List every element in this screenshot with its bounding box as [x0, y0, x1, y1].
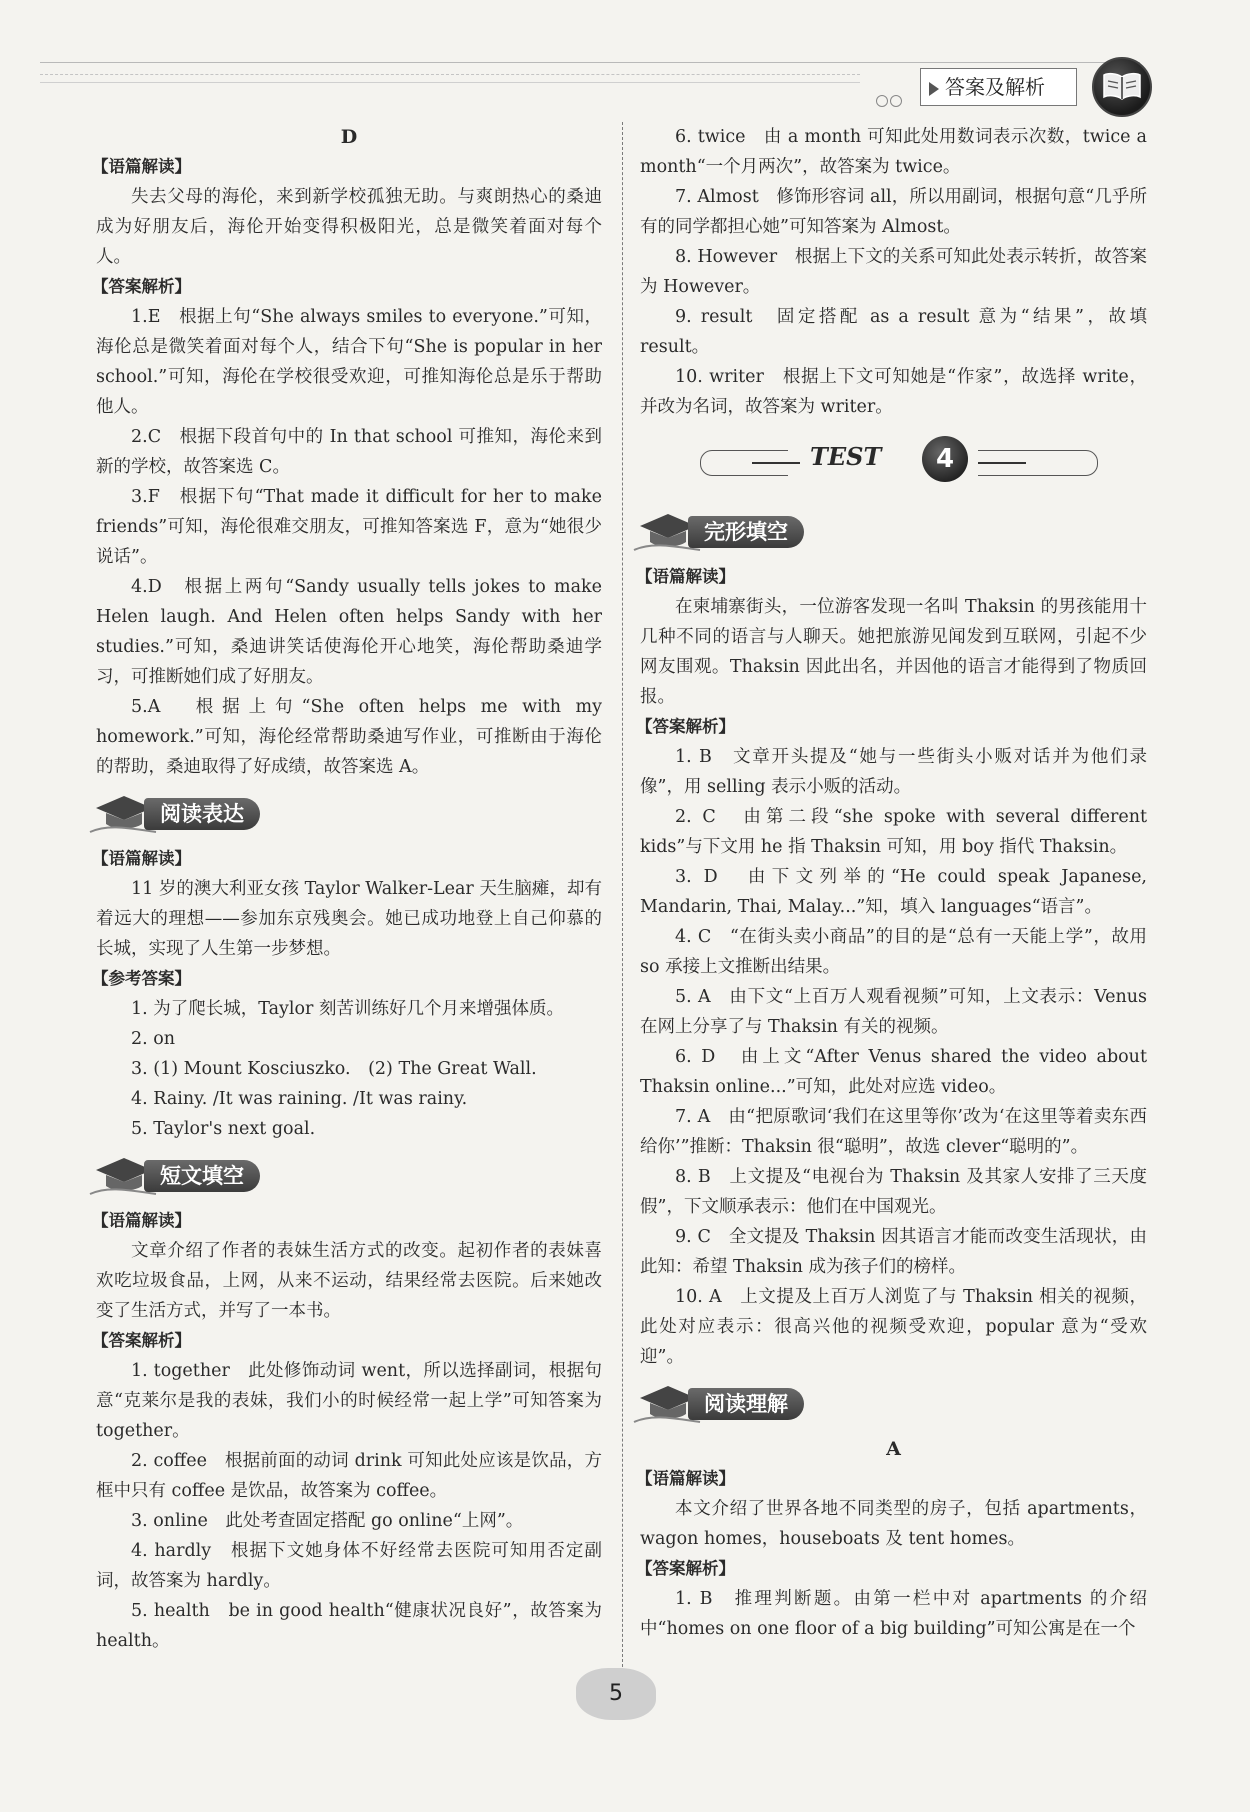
section-header-reading-comprehension	[632, 1376, 1147, 1432]
right-column	[636, 122, 1147, 1644]
passage-d-summary: 失去父母的海伦，来到新学校孤独无助。与爽朗热心的桑迪成为好朋友后，海伦开始变得积极阳光，总是微笑着面对每个人。	[96, 187, 602, 267]
short-fill-answers-label: 【答案解析】	[92, 1331, 191, 1350]
cloze-summary-label: 【语篇解读】	[636, 567, 735, 586]
reading-expression-answer-3: 3. (1) Mount Kosciuszko. (2) The Great Wall.	[131, 1059, 537, 1079]
header-title: 答案及解析	[945, 75, 1045, 99]
cloze-answer-6: 6. D 由上文“After Venus shared the video about Thaksin online...”可知，此处对应选 video。	[640, 1047, 1147, 1097]
short-fill-answer-2: 2. coffee 根据前面的动词 drink 可知此处应该是饮品，方框中只有 coffee 是饮品，故答案为 coffee。	[96, 1451, 602, 1501]
passage-d-summary-label: 【语篇解读】	[92, 157, 191, 176]
short-fill-answer-10: 10. writer 根据上下文可知她是“作家”，故选择 write，并改为名词，故答案为 writer。	[640, 367, 1147, 417]
passage-a-answers-label: 【答案解析】	[636, 1559, 735, 1578]
test-number-badge: 4	[922, 436, 968, 482]
passage-a-summary-label: 【语篇解读】	[636, 1469, 735, 1488]
section-title: 阅读理解	[688, 1388, 804, 1420]
header-rule-lower	[40, 82, 860, 83]
passage-d-answer-4: 4.D 根据上两句“Sandy usually tells jokes to make Helen laugh. And Helen often helps Sandy with her studies.”可知，桑迪讲笑话使海伦开心地笑，海伦帮助桑迪学习，可推断她们成了好朋友。	[96, 577, 602, 687]
short-fill-answer-4: 4. hardly 根据下文她身体不好经常去医院可知用否定副词，故答案为 hardly。	[96, 1541, 602, 1591]
reading-expression-answers-label: 【参考答案】	[92, 969, 191, 988]
cloze-answer-9: 9. C 全文提及 Thaksin 因其语言才能而改变生活现状，由此知：希望 Thaksin 成为孩子们的榜样。	[640, 1227, 1147, 1277]
passage-d-answer-2: 2.C 根据下段首句中的 In that school 可推知，海伦来到新的学校，故答案选 C。	[96, 427, 602, 477]
passage-d-answer-3: 3.F 根据下句“That made it difficult for her to make friends”可知，海伦很难交朋友，可推知答案选 F，意为“她很少说话”。	[96, 487, 602, 567]
passage-d-title: D	[340, 126, 358, 148]
page-number: 5	[576, 1668, 656, 1720]
section-title: 完形填空	[688, 516, 804, 548]
section-header-cloze	[632, 504, 1147, 560]
cloze-answer-8: 8. B 上文提及“电视台为 Thaksin 及其家人安排了三天度假”，下文顺承表示：他们在中国观光。	[640, 1167, 1147, 1217]
cloze-answers-label: 【答案解析】	[636, 717, 735, 736]
section-header-reading-expression	[88, 786, 602, 842]
short-fill-answer-7: 7. Almost 修饰形容词 all，所以用副词，根据句意“几乎所有的同学都担心她”可知答案为 Almost。	[640, 187, 1147, 237]
cloze-answer-7: 7. A 由“把原歌词‘我们在这里等你’改为‘在这里等着卖东西给你’”推断：Thaksin 很“聪明”，故选 clever“聪明的”。	[640, 1107, 1147, 1157]
reading-expression-answer-4: 4. Rainy. /It was raining. /It was rainy.	[131, 1089, 468, 1109]
short-fill-answer-6: 6. twice 由 a month 可知此处用数词表示次数，twice a month“一个月两次”，故答案为 twice。	[640, 127, 1147, 177]
section-title: 短文填空	[144, 1160, 260, 1192]
triangle-arrow-icon	[929, 82, 939, 96]
passage-a-answer-1: 1. B 推理判断题。由第一栏中对 apartments 的介绍中“homes on one floor of a big building”可知公寓是在一个	[640, 1589, 1147, 1639]
passage-d-answers-label: 【答案解析】	[92, 277, 191, 296]
section-title: 阅读表达	[144, 798, 260, 830]
reading-expression-answer-2: 2. on	[131, 1029, 176, 1049]
cloze-summary: 在柬埔寨街头，一位游客发现一名叫 Thaksin 的男孩能用十几种不同的语言与人聊天。她把旅游见闻发到互联网，引起不少网友围观。Thaksin 因此出名，并因他的语言才能得到了物质回报。	[640, 597, 1147, 707]
cloze-answer-5: 5. A 由下文“上百万人观看视频”可知，上文表示：Venus 在网上分享了与 Thaksin 有关的视频。	[640, 987, 1147, 1037]
short-fill-answer-3: 3. online 此处考查固定搭配 go online“上网”。	[131, 1511, 524, 1531]
test-banner-label: TEST	[810, 442, 882, 471]
short-fill-answer-9: 9. result 固定搭配 as a result 意为“结果”，故填 result。	[640, 307, 1147, 357]
passage-d-answer-5: 5.A 根据上句“She often helps me with my homework.”可知，海伦经常帮助桑迪写作业，可推断由于海伦的帮助，桑迪取得了好成绩，故答案选 A。	[96, 697, 602, 777]
column-divider	[622, 122, 623, 1692]
open-book-icon	[1092, 57, 1152, 117]
passage-a-title: A	[886, 1438, 901, 1460]
header-circles-decoration	[876, 92, 904, 111]
reading-expression-answer-1: 1. 为了爬长城，Taylor 刻苦训练好几个月来增强体质。	[131, 999, 564, 1019]
cloze-answer-1: 1. B 文章开头提及“她与一些街头小贩对话并为他们录像”，用 selling 表示小贩的活动。	[640, 747, 1147, 797]
header-rule-dashed	[40, 74, 860, 75]
header-title-box	[920, 68, 1077, 106]
cloze-answer-2: 2. C 由第二段“she spoke with several different kids”与下文用 he 指 Thaksin 可知，用 boy 指代 Thaksin。	[640, 807, 1147, 857]
passage-a-summary: 本文介绍了世界各地不同类型的房子，包括 apartments，wagon homes，houseboats 及 tent homes。	[640, 1499, 1147, 1549]
short-fill-answer-8: 8. However 根据上下文的关系可知此处表示转折，故答案为 However。	[640, 247, 1147, 297]
header-rule	[40, 62, 1140, 63]
short-fill-summary-label: 【语篇解读】	[92, 1211, 191, 1230]
test-banner	[640, 432, 1147, 492]
reading-expression-summary-label: 【语篇解读】	[92, 849, 191, 868]
reading-expression-summary: 11 岁的澳大利亚女孩 Taylor Walker-Lear 天生脑瘫，却有着远大的理想——参加东京残奥会。她已成功地登上自己仰慕的长城，实现了人生第一步梦想。	[96, 879, 602, 959]
cloze-answer-4: 4. C “在街头卖小商品”的目的是“总有一天能上学”，故用 so 承接上文推断出结果。	[640, 927, 1147, 977]
cloze-answer-10: 10. A 上文提及上百万人浏览了与 Thaksin 相关的视频，此处对应表示：很高兴他的视频受欢迎，popular 意为“受欢迎”。	[640, 1287, 1147, 1367]
short-fill-answer-1: 1. together 此处修饰动词 went，所以选择副词，根据句意“克莱尔是我的表妹，我们小的时候经常一起上学”可知答案为 together。	[96, 1361, 602, 1441]
left-column	[92, 122, 602, 1656]
short-fill-summary: 文章介绍了作者的表妹生活方式的改变。起初作者的表妹喜欢吃垃圾食品，上网，从来不运动，结果经常去医院。后来她改变了生活方式，并写了一本书。	[96, 1241, 602, 1321]
short-fill-answer-5: 5. health be in good health“健康状况良好”，故答案为 health。	[96, 1601, 602, 1651]
cloze-answer-3: 3. D 由下文列举的“He could speak Japanese, Mandarin, Thai, Malay...”知，填入 languages“语言”。	[640, 867, 1147, 917]
section-header-short-passage-fill	[88, 1148, 602, 1204]
reading-expression-answer-5: 5. Taylor's next goal.	[131, 1119, 316, 1139]
passage-d-answer-1: 1.E 根据上句“She always smiles to everyone.”可知，海伦总是微笑着面对每个人，结合下句“She is popular in her school.”可知，海伦在学校很受欢迎，可推知海伦总是乐于帮助他人。	[96, 307, 602, 417]
